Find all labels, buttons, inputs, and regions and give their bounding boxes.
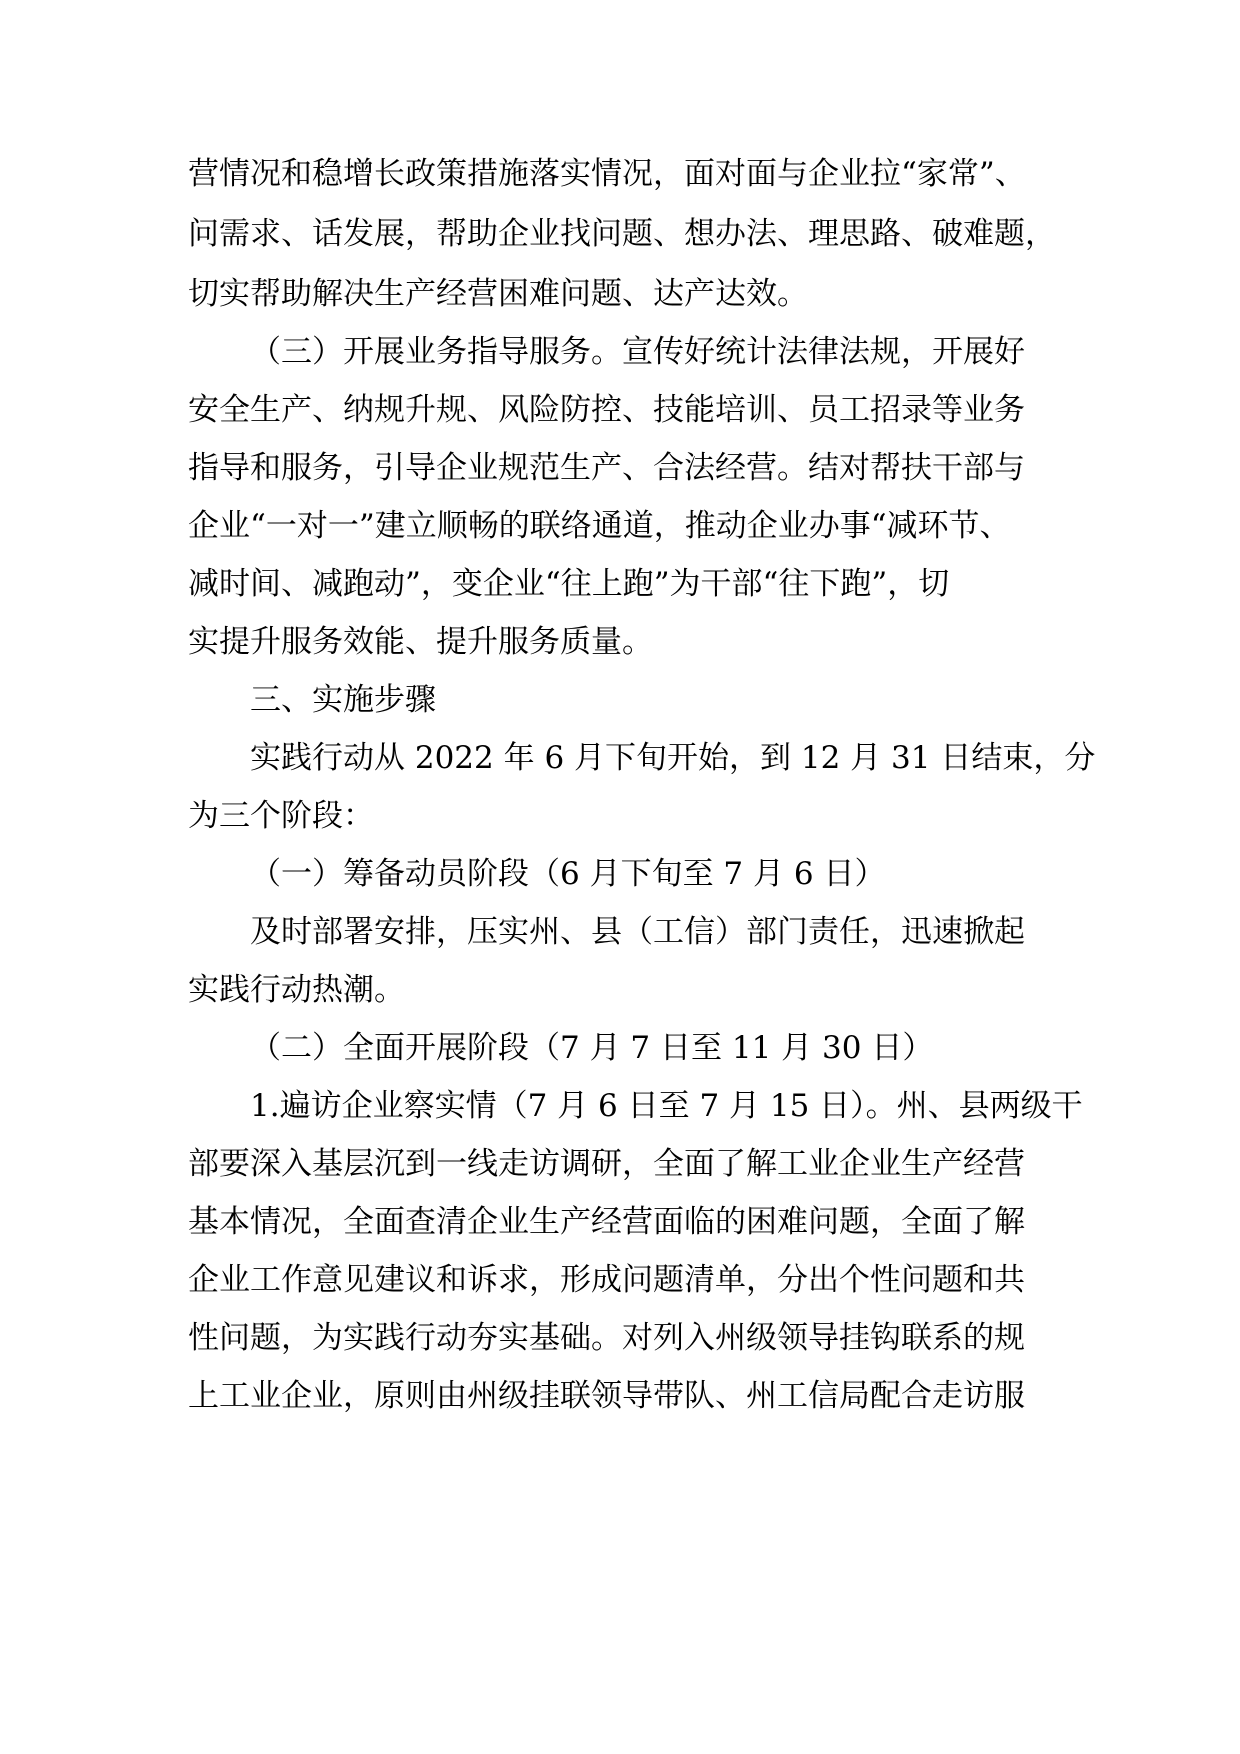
text-line: 企业工作意见建议和诉求，形成问题清单，分出个性问题和共 xyxy=(188,1262,1025,1298)
text-line: 性问题，为实践行动夯实基础。对列入州级领导挂钩联系的规 xyxy=(188,1320,1025,1356)
text-line: 企业“一对一”建立顺畅的联络通道，推动企业办事“减环节、 xyxy=(188,508,1011,544)
text-line: 减时间、减跑动”，变企业“往上跑”为干部“往下跑”，切 xyxy=(188,566,950,602)
text-line: 为三个阶段： xyxy=(188,798,374,834)
text-line: 1.遍访企业察实情（7 月 6 日至 7 月 15 日）。州、县两级干 xyxy=(250,1088,1083,1124)
text-line: 及时部署安排，压实州、县（工信）部门责任，迅速掀起 xyxy=(250,914,1025,950)
text-line: （三）开展业务指导服务。宣传好统计法律法规，开展好 xyxy=(250,334,1025,370)
subsection-heading: （二）全面开展阶段（7 月 7 日至 11 月 30 日） xyxy=(250,1030,934,1066)
text-line: 问需求、话发展，帮助企业找问题、想办法、理思路、破难题， xyxy=(188,216,1056,252)
text-line: 实践行动热潮。 xyxy=(188,972,405,1008)
text-line: 部要深入基层沉到一线走访调研，全面了解工业企业生产经营 xyxy=(188,1146,1025,1182)
text-line: 安全生产、纳规升规、风险防控、技能培训、员工招录等业务 xyxy=(188,392,1025,428)
text-line: 实提升服务效能、提升服务质量。 xyxy=(188,624,653,660)
text-line: 基本情况，全面查清企业生产经营面临的困难问题，全面了解 xyxy=(188,1204,1025,1240)
text-line: 切实帮助解决生产经营困难问题、达产达效。 xyxy=(188,276,808,312)
text-line: 实践行动从 2022 年 6 月下旬开始，到 12 月 31 日结束，分 xyxy=(250,740,1096,776)
text-line: 上工业企业，原则由州级挂联领导带队、州工信局配合走访服 xyxy=(188,1378,1025,1414)
text-line: 指导和服务，引导企业规范生产、合法经营。结对帮扶干部与 xyxy=(188,450,1025,486)
text-line: 营情况和稳增长政策措施落实情况，面对面与企业拉“家常”、 xyxy=(188,156,1026,192)
subsection-heading: （一）筹备动员阶段（6 月下旬至 7 月 6 日） xyxy=(250,856,886,892)
section-heading: 三、实施步骤 xyxy=(250,682,436,718)
